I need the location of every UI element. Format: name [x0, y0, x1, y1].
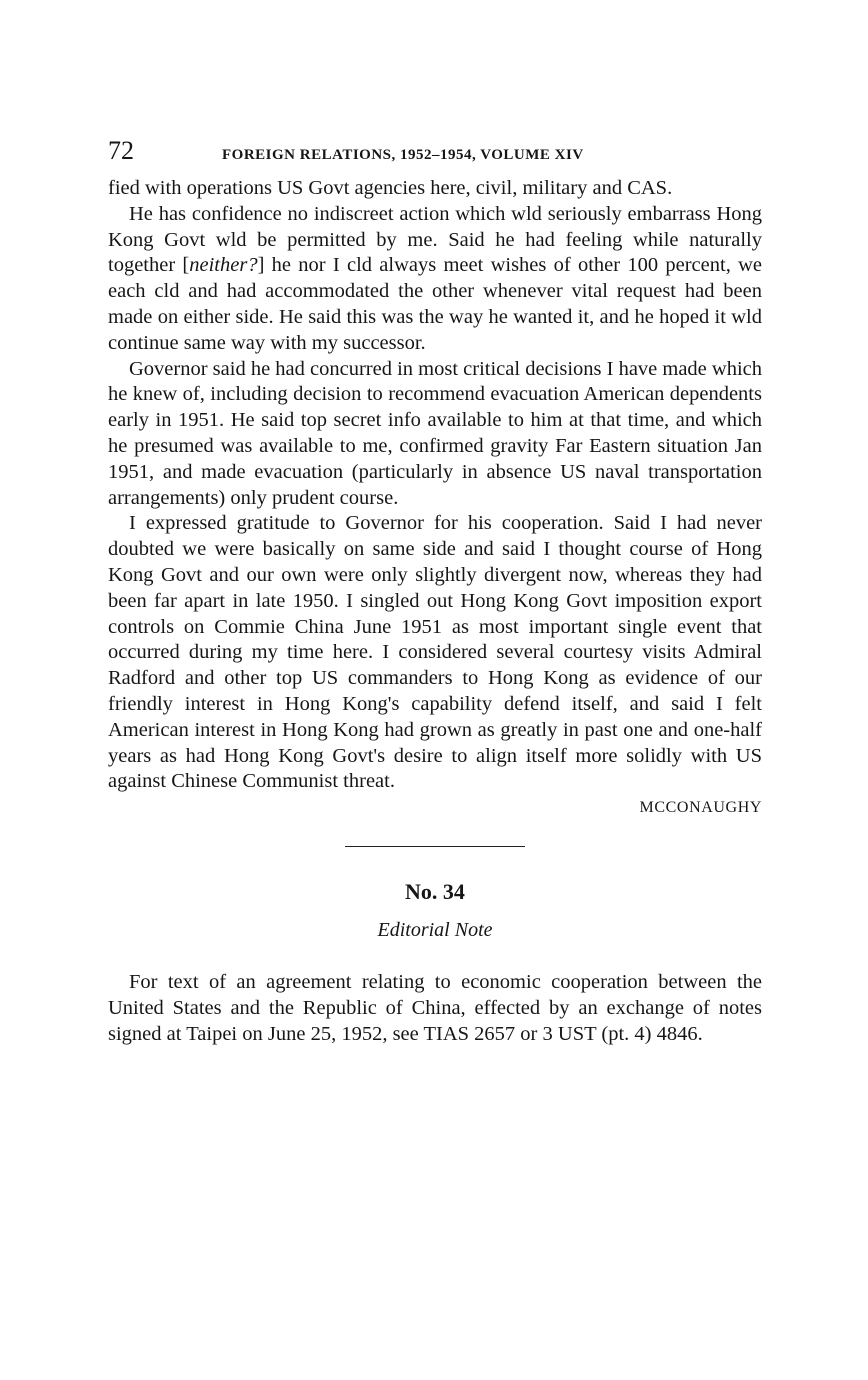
paragraph: Governor said he had concurred in most critical decisions I have made which he knew of, including decision to recommend evacuation American dependents early in 1951. He said top secret info available to him at that time, and which he presumed was available to me, confirmed gravity Far Eastern situation Jan 1951, and made evacuation (particularly in absence US naval transportation arrangements) only prudent course. [108, 357, 763, 509]
page [108, 136, 762, 1048]
document-number: No. 34 [405, 879, 465, 905]
paragraph: I expressed gratitude to Governor for his cooperation. Said I had never doubted we were basically on same side and said I thought course of Hong Kong Govt and our own were only slightly divergent now, whereas they had been far apart in late 1950. I singled out Hong Kong Govt imposition export controls on Commie China June 1951 as most important single event that occurred during my time here. I considered several courtesy visits Admiral Radford and other top US commanders to Hong Kong as evidence of our friendly interest in Hong Kong's capability defend itself, and said I felt American interest in Hong Kong had grown as greatly in past one and one-half years as had Hong Kong Govt's desire to align itself more solidly with US against Chinese Communist threat. [108, 512, 762, 793]
page-number: 72 [108, 136, 134, 165]
document-body [108, 176, 762, 795]
editorial-paragraph: For text of an agreement relating to economic cooperation between the United States and the Republic of China, effected by an exchange of notes signed at Taipei on June 25, 1952, see TIAS 2657 or 3 UST (pt. 4) 4846. [108, 971, 762, 1045]
paragraph-continued: fied with operations US Govt agencies here, civil, military and CAS. [108, 177, 673, 199]
running-head [108, 136, 762, 176]
volume-title: FOREIGN RELATIONS, 1952–1954, VOLUME XIV [222, 147, 584, 163]
editorial-insertion: neither? [189, 254, 258, 277]
paragraph: He has confidence no indiscreet action which wld seriously embarrass Hong Kong Govt wld be permitted by me. Said he had feeling while naturally together [neither?] he nor I cld always meet wishes of other 100 percent, we each cld and had accommodated the other whenever vital request had been made on either side. He said this was the way he wanted it, and he hoped it wld continue same way with my successor. [108, 202, 762, 354]
signature: MCCONAUGHY [639, 799, 762, 817]
editorial-note [108, 970, 762, 1047]
section-divider [345, 846, 525, 847]
document-heading: Editorial Note [377, 919, 493, 942]
